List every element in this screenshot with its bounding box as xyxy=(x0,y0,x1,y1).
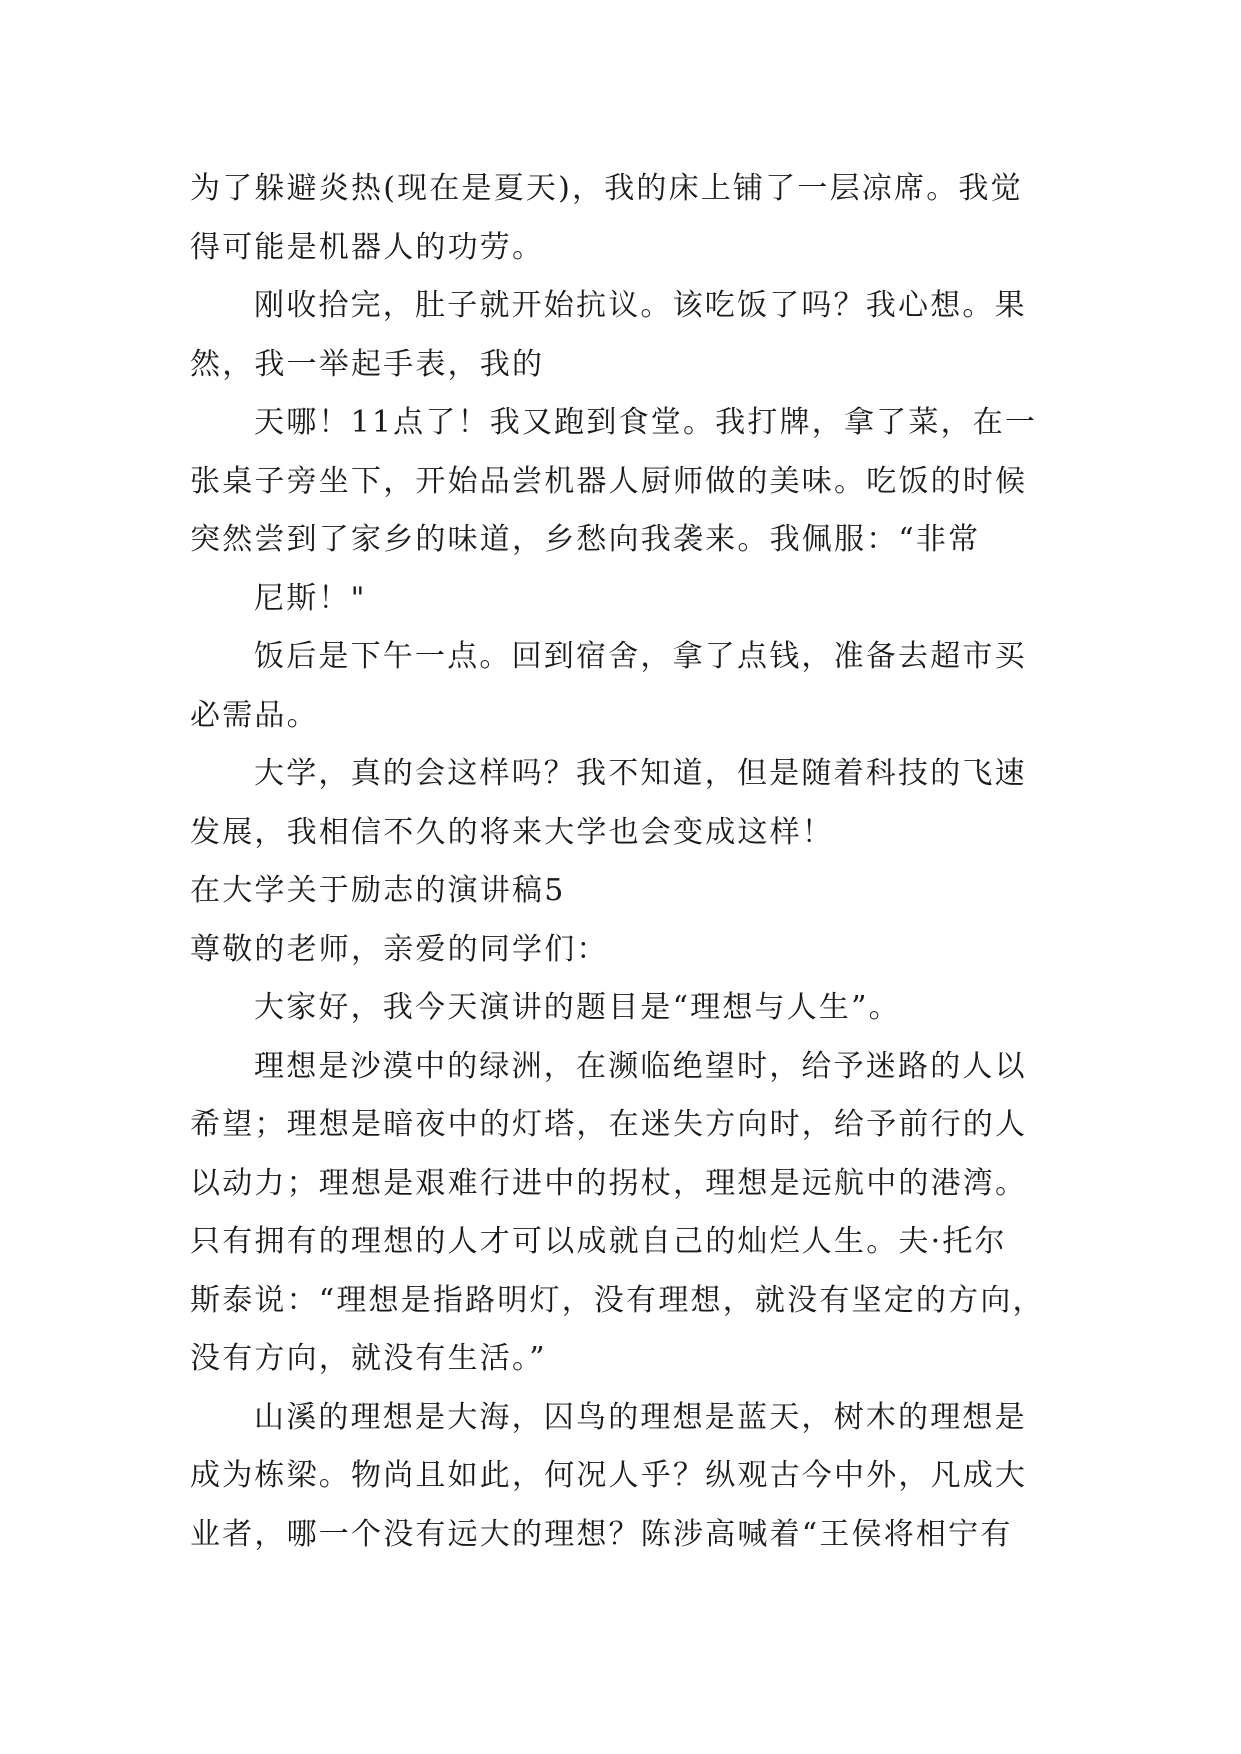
text-line: 得可能是机器人的功劳。 xyxy=(190,229,545,265)
text-line: 必需品。 xyxy=(190,697,319,733)
text-line: 天哪！11点了！我又跑到食堂。我打牌，拿了菜，在一 xyxy=(254,405,1038,440)
text-line: 成为栋梁。物尚且如此，何况人乎？纵观古今中外，凡成大 xyxy=(190,1458,1028,1493)
document-body xyxy=(190,160,1050,1564)
text-line: 为了躲避炎热(现在是夏天)，我的床上铺了一层凉席。我觉 xyxy=(190,171,1023,206)
text-line: 刚收拾完，肚子就开始抗议。该吃饭了吗？我心想。果 xyxy=(254,288,1027,323)
text-line: 希望；理想是暗夜中的灯塔，在迷失方向时，给予前行的人 xyxy=(190,1107,1028,1142)
text-line: 只有拥有的理想的人才可以成就自己的灿烂人生。夫·托尔 xyxy=(190,1224,1007,1259)
text-line: 尊敬的老师，亲爱的同学们： xyxy=(190,931,609,967)
text-line: 在大学关于励志的演讲稿5 xyxy=(190,873,566,908)
text-line: 发展，我相信不久的将来大学也会变成这样！ xyxy=(190,814,834,850)
text-line: 尼斯！" xyxy=(254,580,367,616)
text-line: 山溪的理想是大海，囚鸟的理想是蓝天，树木的理想是 xyxy=(254,1399,1027,1435)
text-line: 大家好，我今天演讲的题目是“理想与人生”。 xyxy=(254,990,901,1025)
text-line: 然，我一举起手表，我的 xyxy=(190,346,545,382)
text-line: 没有方向，就没有生活。” xyxy=(190,1341,547,1376)
text-line: 斯泰说：“理想是指路明灯，没有理想，就没有坚定的方向， xyxy=(190,1282,1045,1318)
text-line: 饭后是下午一点。回到宿舍，拿了点钱，准备去超市买 xyxy=(254,639,1027,674)
text-line: 理想是沙漠中的绿洲，在濒临绝望时，给予迷路的人以 xyxy=(254,1048,1027,1084)
text-line: 业者，哪一个没有远大的理想？陈涉高喊着“王侯将相宁有 xyxy=(190,1516,1013,1552)
text-line: 以动力；理想是艰难行进中的拐杖，理想是远航中的港湾。 xyxy=(190,1165,1028,1201)
text-line: 张桌子旁坐下，开始品尝机器人厨师做的美味。吃饭的时候 xyxy=(190,463,1028,499)
text-line: 大学，真的会这样吗？我不知道，但是随着科技的飞速 xyxy=(254,756,1027,791)
text-line: 突然尝到了家乡的味道，乡愁向我袭来。我佩服：“非常 xyxy=(190,522,981,557)
